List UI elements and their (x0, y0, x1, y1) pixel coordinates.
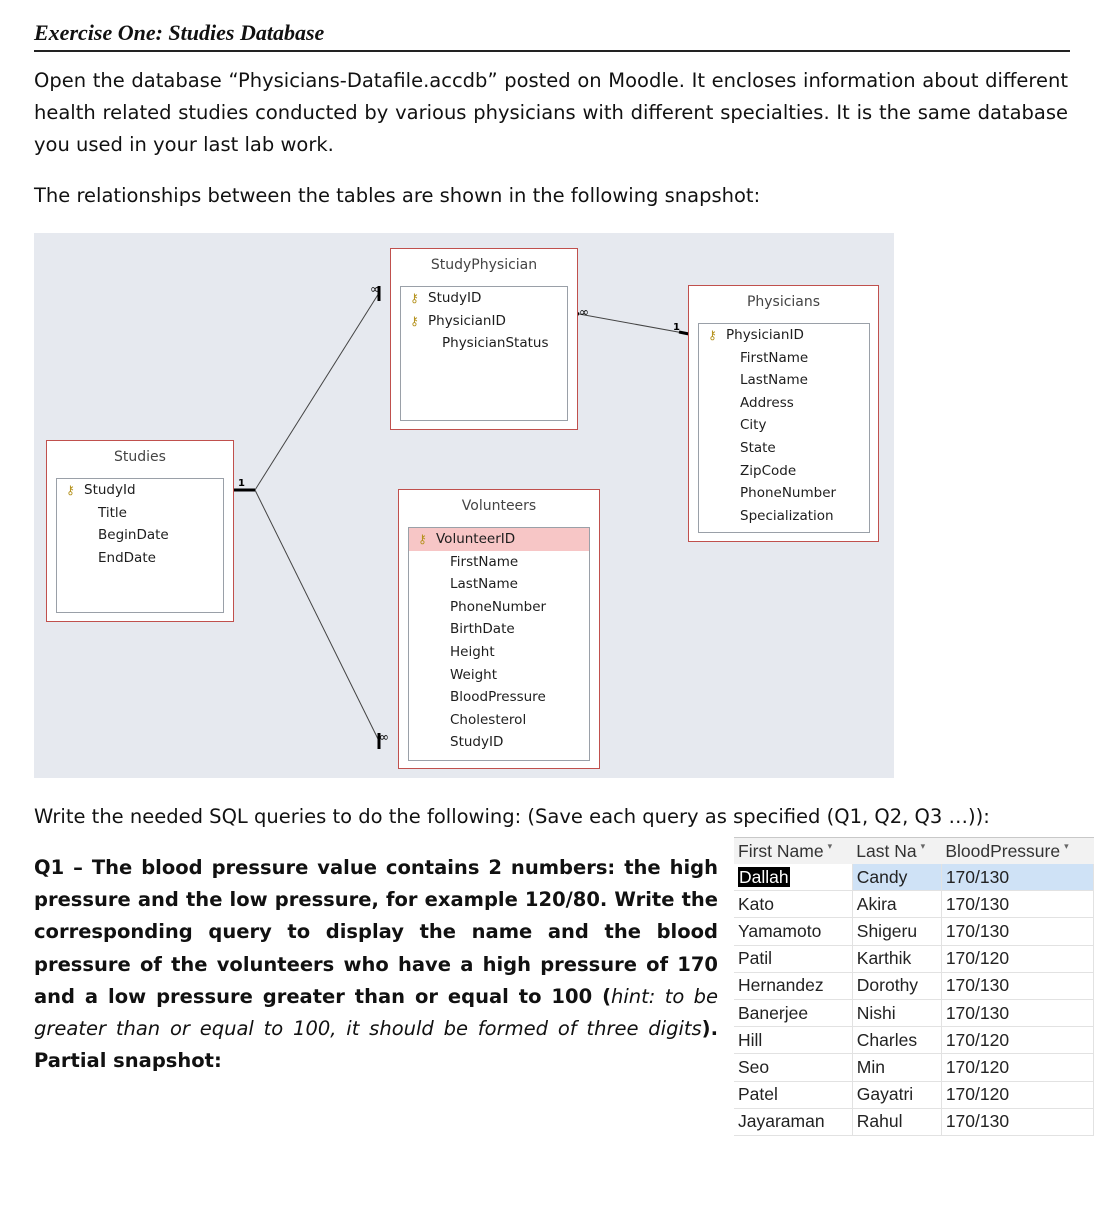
field-firstname[interactable] (409, 551, 589, 574)
column-header[interactable] (734, 838, 852, 865)
field-label: PhysicianID (726, 327, 804, 343)
field-label: StudyID (450, 734, 504, 751)
table-studyphysician[interactable] (390, 248, 578, 430)
field-label: StudyID (428, 290, 482, 306)
table-title: Physicians (746, 294, 821, 310)
field-label: ZipCode (740, 462, 797, 479)
table-cell[interactable] (734, 945, 852, 972)
table-volunteers[interactable] (398, 489, 600, 769)
cell-value: Hill (738, 1029, 763, 1050)
cell-value: 170/120 (945, 1056, 1010, 1077)
field-lastname[interactable] (409, 573, 589, 596)
table-cell[interactable] (734, 1027, 852, 1054)
table-row[interactable] (734, 1108, 1094, 1135)
field-label: BloodPressure (450, 689, 546, 706)
field-lastname[interactable] (699, 369, 869, 392)
cell-value: 170/130 (945, 866, 1010, 887)
field-specialization[interactable] (699, 505, 869, 528)
card-many-studies-vol: ∞ (379, 730, 389, 744)
cell-value: 170/130 (945, 1111, 1010, 1132)
field-address[interactable] (699, 392, 869, 415)
cell-value: Shigeru (856, 920, 918, 941)
sql-instructions: Write the needed SQL queries to do the following: (Save each query as specified (Q1, Q2, Q3 …)): (34, 805, 990, 828)
field-label: PhoneNumber (740, 485, 837, 502)
cell-value: Karthik (856, 948, 912, 969)
field-studyid[interactable] (401, 287, 567, 310)
table-title: StudyPhysician (430, 257, 538, 273)
q1-tail: ). Partial snapshot: (34, 1017, 718, 1073)
cell-value: Rahul (856, 1111, 903, 1132)
cell-value: 170/120 (945, 1029, 1010, 1050)
field-label: EndDate (98, 549, 156, 566)
field-label: StudyId (84, 482, 136, 498)
field-label: Height (450, 643, 495, 660)
cell-value: Min (856, 1056, 885, 1077)
cell-value: Seo (738, 1056, 770, 1077)
field-studyid[interactable] (409, 731, 589, 754)
cell-value: Yamamoto (738, 920, 822, 941)
relationships-diagram (34, 233, 894, 778)
exercise-heading: Exercise One: Studies Database (34, 20, 1070, 52)
field-list (400, 286, 568, 421)
cell-value: Kato (738, 893, 774, 914)
field-cholesterol[interactable] (409, 709, 589, 732)
primary-key-icon: ⚷ (418, 532, 427, 546)
cell-value: Dallah (739, 866, 789, 887)
table-row[interactable] (734, 972, 1094, 999)
field-label: FirstName (740, 349, 809, 366)
field-label: Weight (450, 666, 498, 683)
table-cell[interactable] (852, 999, 941, 1026)
field-label: LastName (450, 576, 518, 593)
field-birthdate[interactable] (409, 618, 589, 641)
field-label: VolunteerID (436, 531, 516, 547)
question-q1 (34, 852, 718, 1077)
table-row[interactable] (734, 1054, 1094, 1081)
cell-value: Banerjee (738, 1002, 809, 1023)
table-row[interactable] (734, 864, 1094, 891)
table-title: Studies (114, 449, 166, 465)
field-physicianid[interactable] (699, 324, 869, 347)
field-bloodpressure[interactable] (409, 686, 589, 709)
table-cell[interactable] (852, 1108, 941, 1135)
cell-value: Patel (738, 1084, 778, 1105)
card-many-sp-phys: ∞ (579, 305, 589, 319)
cell-value: Nishi (856, 1002, 896, 1023)
field-physicianstatus[interactable] (401, 332, 567, 355)
cell-value: Candy (856, 866, 908, 887)
cell-value: Dorothy (856, 975, 919, 996)
primary-key-icon: ⚷ (410, 291, 419, 305)
field-enddate[interactable] (57, 547, 223, 570)
table-cell[interactable] (852, 972, 941, 999)
q1-text: Q1 – The blood pressure value contains 2 numbers: the high pressure and the low pressure, for example 120/80. Write the corresponding query to display the name and the blood pressure of the volunteers who have a high pressure of 170 and a low pressure greater than or equal to 100 ( (34, 856, 718, 1008)
column-header-label: First Name (738, 840, 824, 861)
table-cell[interactable] (852, 864, 941, 891)
column-header[interactable] (852, 838, 941, 865)
table-cell[interactable] (941, 1108, 1093, 1135)
table-cell[interactable] (941, 1081, 1093, 1108)
field-height[interactable] (409, 641, 589, 664)
sort-arrow-icon[interactable]: ▾ (1064, 840, 1069, 851)
table-row[interactable] (734, 945, 1094, 972)
field-label: Specialization (740, 507, 834, 524)
field-studyid[interactable] (57, 479, 223, 502)
table-cell[interactable] (941, 864, 1093, 891)
field-city[interactable] (699, 414, 869, 437)
cell-value: Patil (738, 948, 773, 969)
cell-value: 170/130 (945, 975, 1010, 996)
field-label: BirthDate (450, 621, 515, 638)
cell-value: 170/120 (945, 948, 1010, 969)
table-cell[interactable] (852, 945, 941, 972)
card-one-studies: 1 (238, 478, 245, 489)
cell-value: Gayatri (856, 1084, 914, 1105)
column-header-label: BloodPressure (945, 840, 1061, 861)
field-label: Title (98, 504, 127, 521)
column-header-label: Last Na (856, 840, 917, 861)
sort-arrow-icon[interactable]: ▾ (920, 840, 926, 851)
table-cell[interactable] (941, 945, 1093, 972)
table-cell[interactable] (734, 972, 852, 999)
q1-hint: hint: to be greater than or equal to 100, it should be formed of three digits (34, 984, 718, 1041)
rel-line-studyid-vol (255, 490, 379, 741)
relationships-intro: The relationships between the tables are shown in the following snapshot: (34, 184, 761, 207)
field-label: PhysicianStatus (442, 335, 549, 352)
table-studies[interactable] (46, 440, 234, 622)
cell-value: Charles (856, 1029, 918, 1050)
table-cell[interactable] (941, 1054, 1093, 1081)
table-cell[interactable] (941, 891, 1093, 918)
cell-value: 170/130 (945, 1002, 1010, 1023)
table-cell[interactable] (941, 918, 1093, 945)
table-cell[interactable] (734, 999, 852, 1026)
intro-paragraph: Open the database “Physicians-Datafile.accdb” posted on Moodle. It encloses information about different health related studies conducted by various physicians with different specialties. It is the same database you used in your last lab work. (34, 69, 1068, 156)
field-label: Cholesterol (450, 711, 527, 728)
table-cell[interactable] (734, 1081, 852, 1108)
cell-value: 170/130 (945, 920, 1010, 941)
cell-value: Hernandez (738, 975, 824, 996)
table-cell[interactable] (734, 864, 852, 891)
sort-arrow-icon[interactable]: ▾ (827, 840, 833, 851)
field-label: PhysicianID (428, 312, 506, 329)
table-cell[interactable] (734, 1108, 852, 1135)
field-phonenumber[interactable] (409, 596, 589, 619)
field-label: LastName (740, 372, 808, 389)
field-physicianid[interactable] (401, 310, 567, 333)
table-cell[interactable] (734, 918, 852, 945)
field-list (56, 478, 224, 613)
table-row[interactable] (734, 999, 1094, 1026)
field-label: City (740, 417, 767, 434)
table-cell[interactable] (941, 972, 1093, 999)
table-cell[interactable] (941, 1027, 1093, 1054)
table-cell[interactable] (852, 891, 941, 918)
table-row[interactable] (734, 891, 1094, 918)
field-label: Address (740, 394, 794, 411)
primary-key-icon: ⚷ (66, 483, 75, 497)
table-cell[interactable] (852, 1027, 941, 1054)
field-label: PhoneNumber (450, 598, 547, 615)
table-cell[interactable] (734, 1054, 852, 1081)
table-row[interactable] (734, 1081, 1094, 1108)
field-state[interactable] (699, 437, 869, 460)
field-phonenumber[interactable] (699, 482, 869, 505)
field-list (698, 323, 870, 533)
table-title: Volunteers (461, 498, 537, 514)
rel-line-studyid-sp (255, 293, 379, 490)
cell-value: 170/130 (945, 893, 1010, 914)
cell-value: 170/120 (945, 1084, 1010, 1105)
table-cell[interactable] (941, 999, 1093, 1026)
column-header[interactable] (941, 838, 1093, 865)
field-list (408, 527, 590, 761)
field-firstname[interactable] (699, 347, 869, 370)
primary-key-icon: ⚷ (410, 313, 419, 328)
table-physicians[interactable] (688, 285, 879, 542)
field-label: BeginDate (98, 527, 169, 544)
field-weight[interactable] (409, 664, 589, 687)
card-one-sp-phys: 1 (673, 322, 680, 333)
primary-key-icon: ⚷ (708, 328, 717, 342)
field-label: FirstName (450, 553, 519, 570)
table-row[interactable] (734, 918, 1094, 945)
field-label: State (740, 439, 776, 456)
cell-value: Jayaraman (738, 1111, 825, 1132)
field-zipcode[interactable] (699, 460, 869, 483)
field-begindate[interactable] (57, 524, 223, 547)
table-cell[interactable] (852, 918, 941, 945)
table-cell[interactable] (852, 1054, 941, 1081)
field-title[interactable] (57, 502, 223, 525)
table-row[interactable] (734, 1027, 1094, 1054)
table-cell[interactable] (852, 1081, 941, 1108)
table-cell[interactable] (734, 891, 852, 918)
query-result-datasheet (734, 837, 1094, 1136)
cell-value: Akira (856, 893, 897, 914)
card-many-studies-sp: ∞ (370, 282, 380, 296)
field-volunteerid[interactable] (409, 528, 589, 551)
